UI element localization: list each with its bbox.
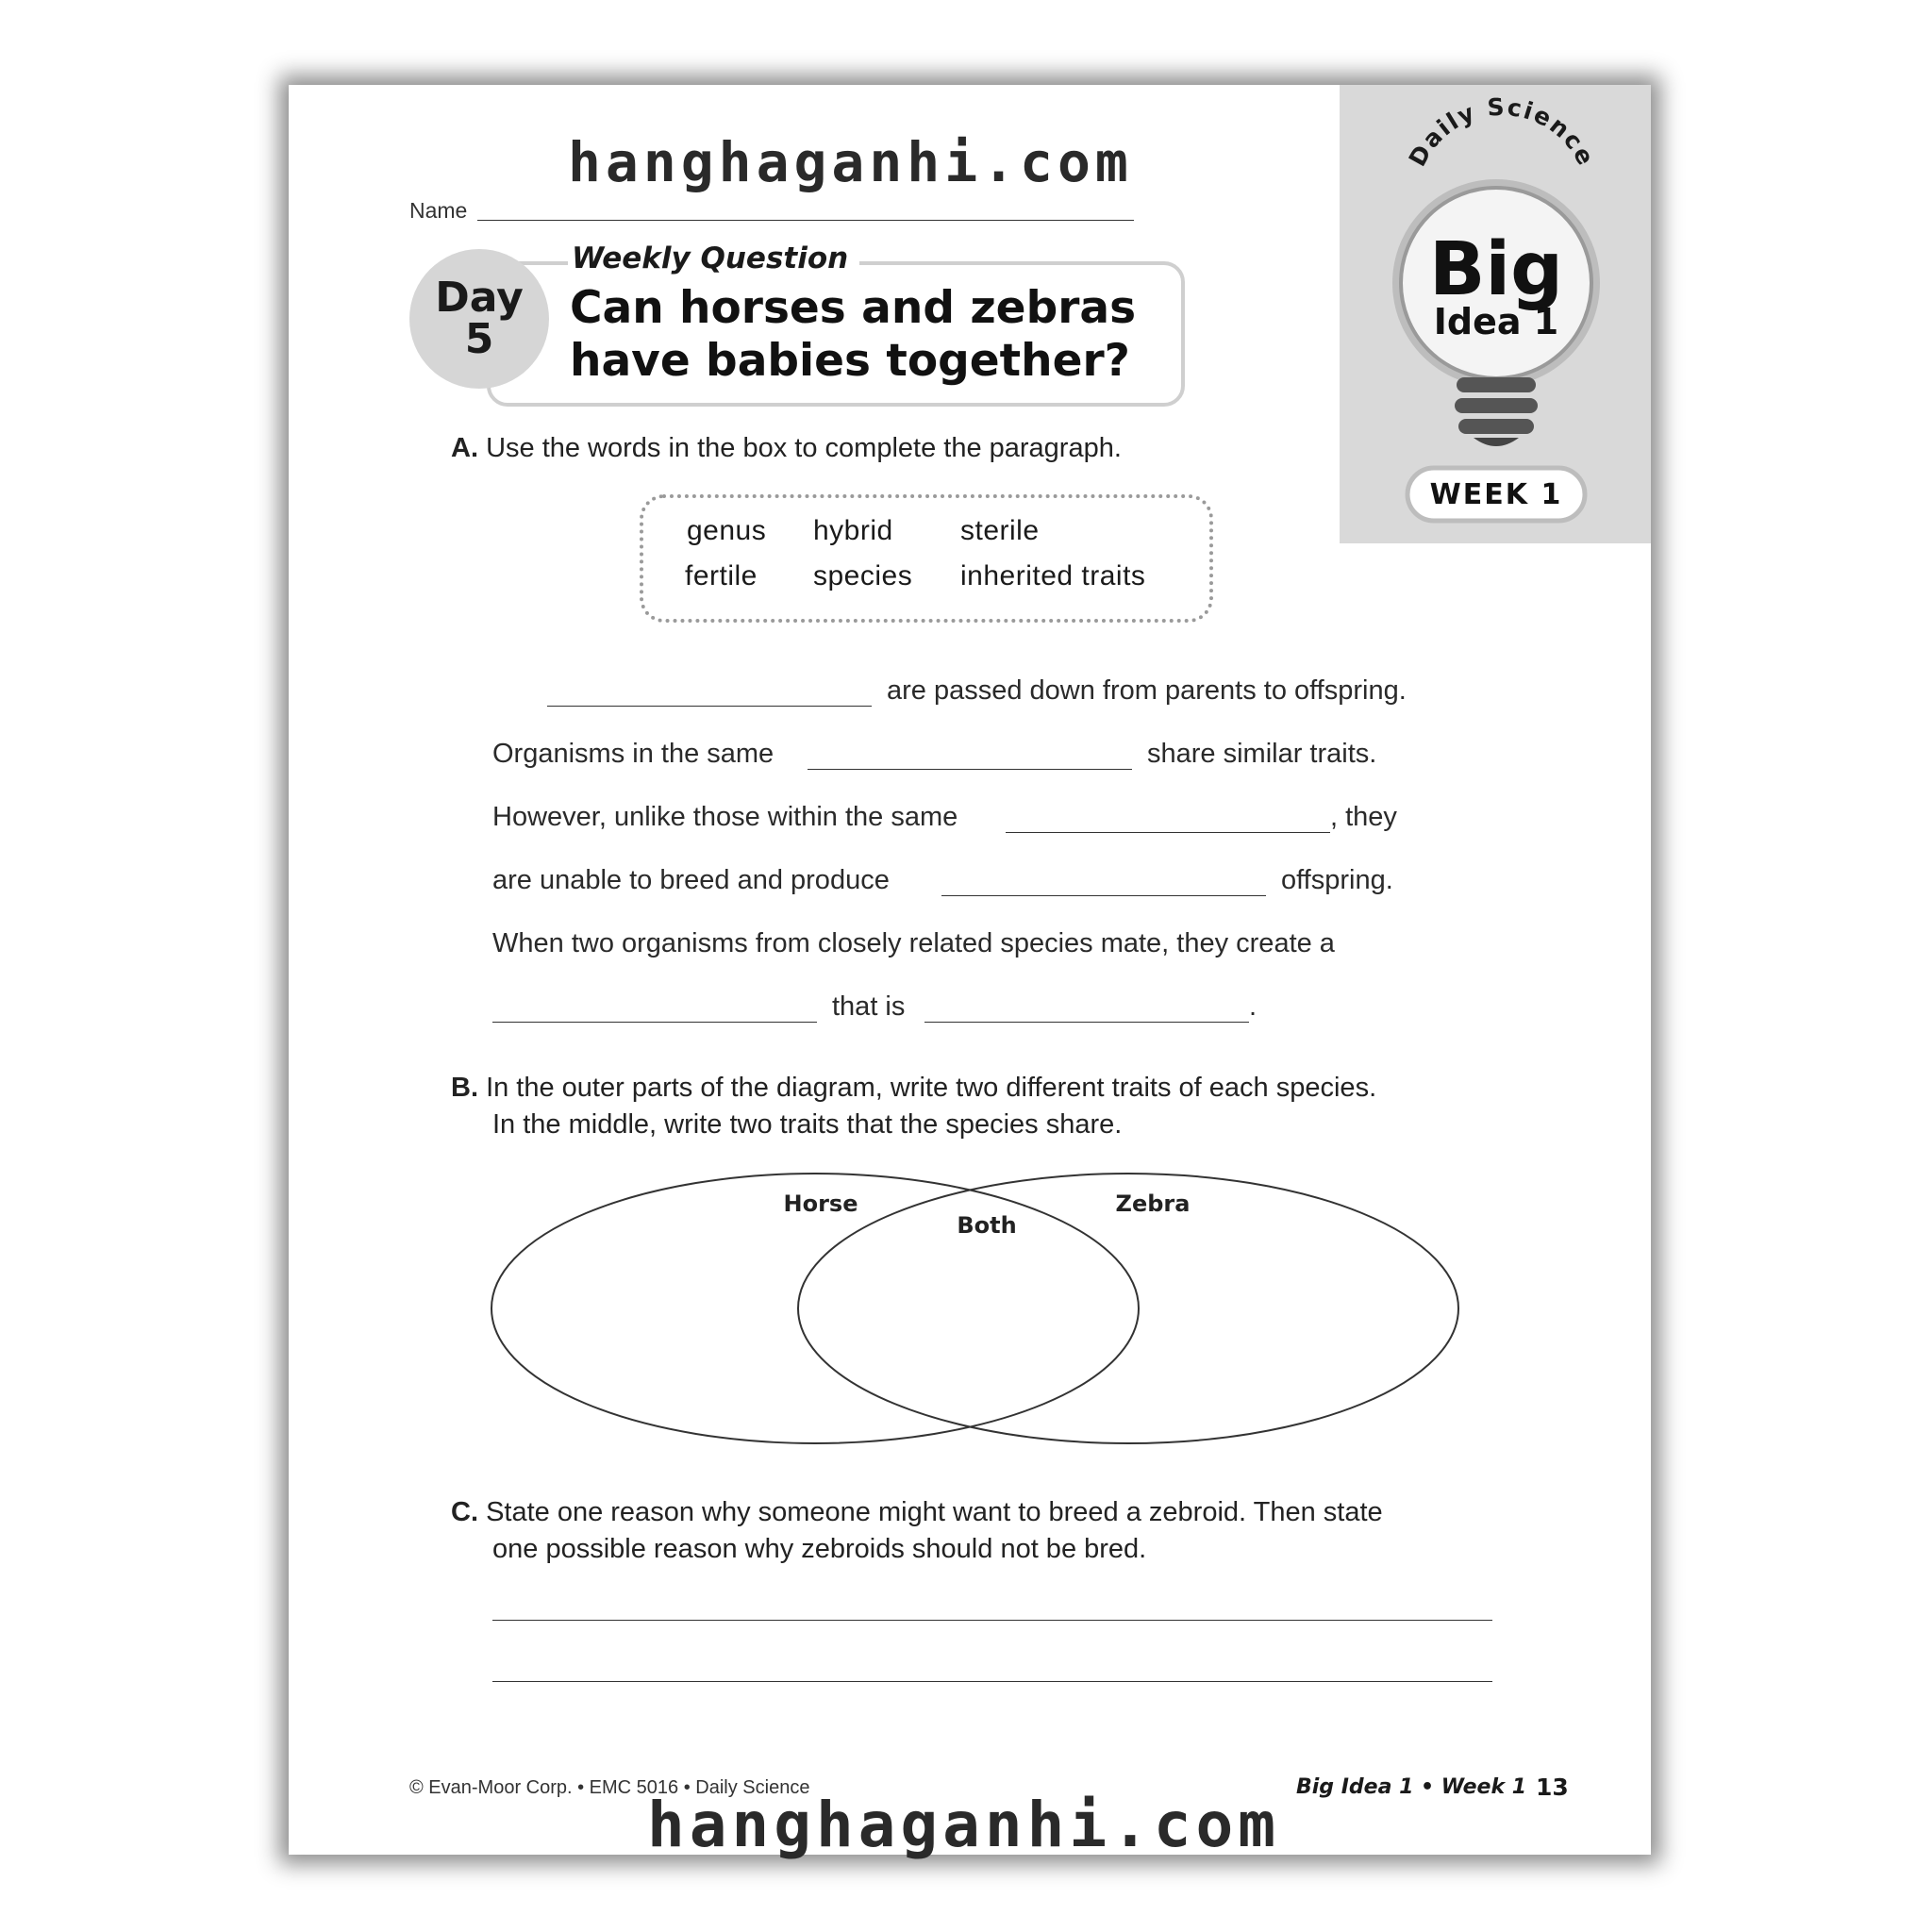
sentence-6a: that is xyxy=(832,991,906,1022)
section-b-line-1: In the outer parts of the diagram, write two different traits of each species. xyxy=(486,1073,1377,1103)
answer-line-2[interactable] xyxy=(492,1681,1492,1682)
worksheet-page xyxy=(289,85,1651,1861)
venn-label-zebra: Zebra xyxy=(1115,1191,1191,1217)
sentence-2a: Organisms in the same xyxy=(492,739,774,769)
name-line[interactable] xyxy=(477,220,1134,221)
sentence-2b: share similar traits. xyxy=(1147,739,1377,769)
lightbulb-icon xyxy=(1340,85,1651,543)
answer-line-1[interactable] xyxy=(492,1620,1492,1621)
section-c-line-1: State one reason why someone might want to breed a zebroid. Then state xyxy=(486,1497,1383,1527)
day-badge xyxy=(409,249,549,389)
word-bank-item: inherited traits xyxy=(960,560,1146,591)
blank-2[interactable] xyxy=(808,769,1132,770)
sentence-6b: . xyxy=(1249,991,1257,1022)
blank-6[interactable] xyxy=(924,1022,1249,1023)
section-a-instruction xyxy=(451,430,1122,467)
sentence-3b: , they xyxy=(1330,802,1397,832)
section-c-line-2: one possible reason why zebroids should not be bred. xyxy=(492,1534,1147,1564)
venn-label-horse: Horse xyxy=(783,1191,858,1217)
badge-idea: Idea 1 xyxy=(1433,301,1559,342)
word-bank-item: species xyxy=(813,560,913,591)
page-number: 13 xyxy=(1536,1774,1569,1801)
watermark-bottom: hanghaganhi.com xyxy=(647,1789,1281,1861)
sentence-3a: However, unlike those within the same xyxy=(492,802,958,832)
section-b-instruction xyxy=(451,1070,1376,1107)
section-a-text: Use the words in the box to complete the paragraph. xyxy=(486,433,1122,463)
word-bank-item: sterile xyxy=(960,515,1040,546)
footer-copyright: © Evan-Moor Corp. • EMC 5016 • Daily Science xyxy=(409,1777,810,1798)
venn-diagram xyxy=(487,1170,1472,1453)
day-label: Day xyxy=(435,274,524,322)
sentence-4b: offspring. xyxy=(1281,865,1393,895)
word-bank-item: genus xyxy=(687,515,767,546)
blank-1[interactable] xyxy=(547,706,872,707)
question-line-1: Can horses and zebras xyxy=(570,282,1137,334)
weekly-question-heading: Weekly Question xyxy=(568,242,859,275)
sentence-4a: are unable to breed and produce xyxy=(492,865,890,895)
section-c-label: C. xyxy=(451,1497,478,1527)
section-b-label: B. xyxy=(451,1073,478,1103)
badge-big: Big xyxy=(1428,227,1564,312)
blank-4[interactable] xyxy=(941,895,1266,896)
question-line-2: have babies together? xyxy=(570,335,1130,387)
badge-arc-text: Daily Science xyxy=(1403,92,1601,172)
word-bank xyxy=(640,494,1213,623)
section-c-instruction xyxy=(451,1494,1383,1531)
badge-week: WEEK 1 xyxy=(1429,478,1563,511)
day-number: 5 xyxy=(464,315,494,363)
sentence-1: are passed down from parents to offspring. xyxy=(887,675,1407,706)
word-bank-item: hybrid xyxy=(813,515,893,546)
watermark-top: hanghaganhi.com xyxy=(568,130,1133,194)
venn-label-both: Both xyxy=(957,1212,1017,1239)
footer-section: Big Idea 1 • Week 1 xyxy=(1296,1775,1527,1799)
section-b-line-2: In the middle, write two traits that the species share. xyxy=(492,1109,1123,1140)
big-idea-badge xyxy=(1340,85,1651,543)
name-label: Name xyxy=(409,198,468,223)
word-bank-item: fertile xyxy=(685,560,758,591)
sentence-5: When two organisms from closely related species mate, they create a xyxy=(492,928,1335,958)
blank-3[interactable] xyxy=(1006,832,1330,833)
section-a-label: A. xyxy=(451,433,478,463)
blank-5[interactable] xyxy=(492,1022,817,1023)
